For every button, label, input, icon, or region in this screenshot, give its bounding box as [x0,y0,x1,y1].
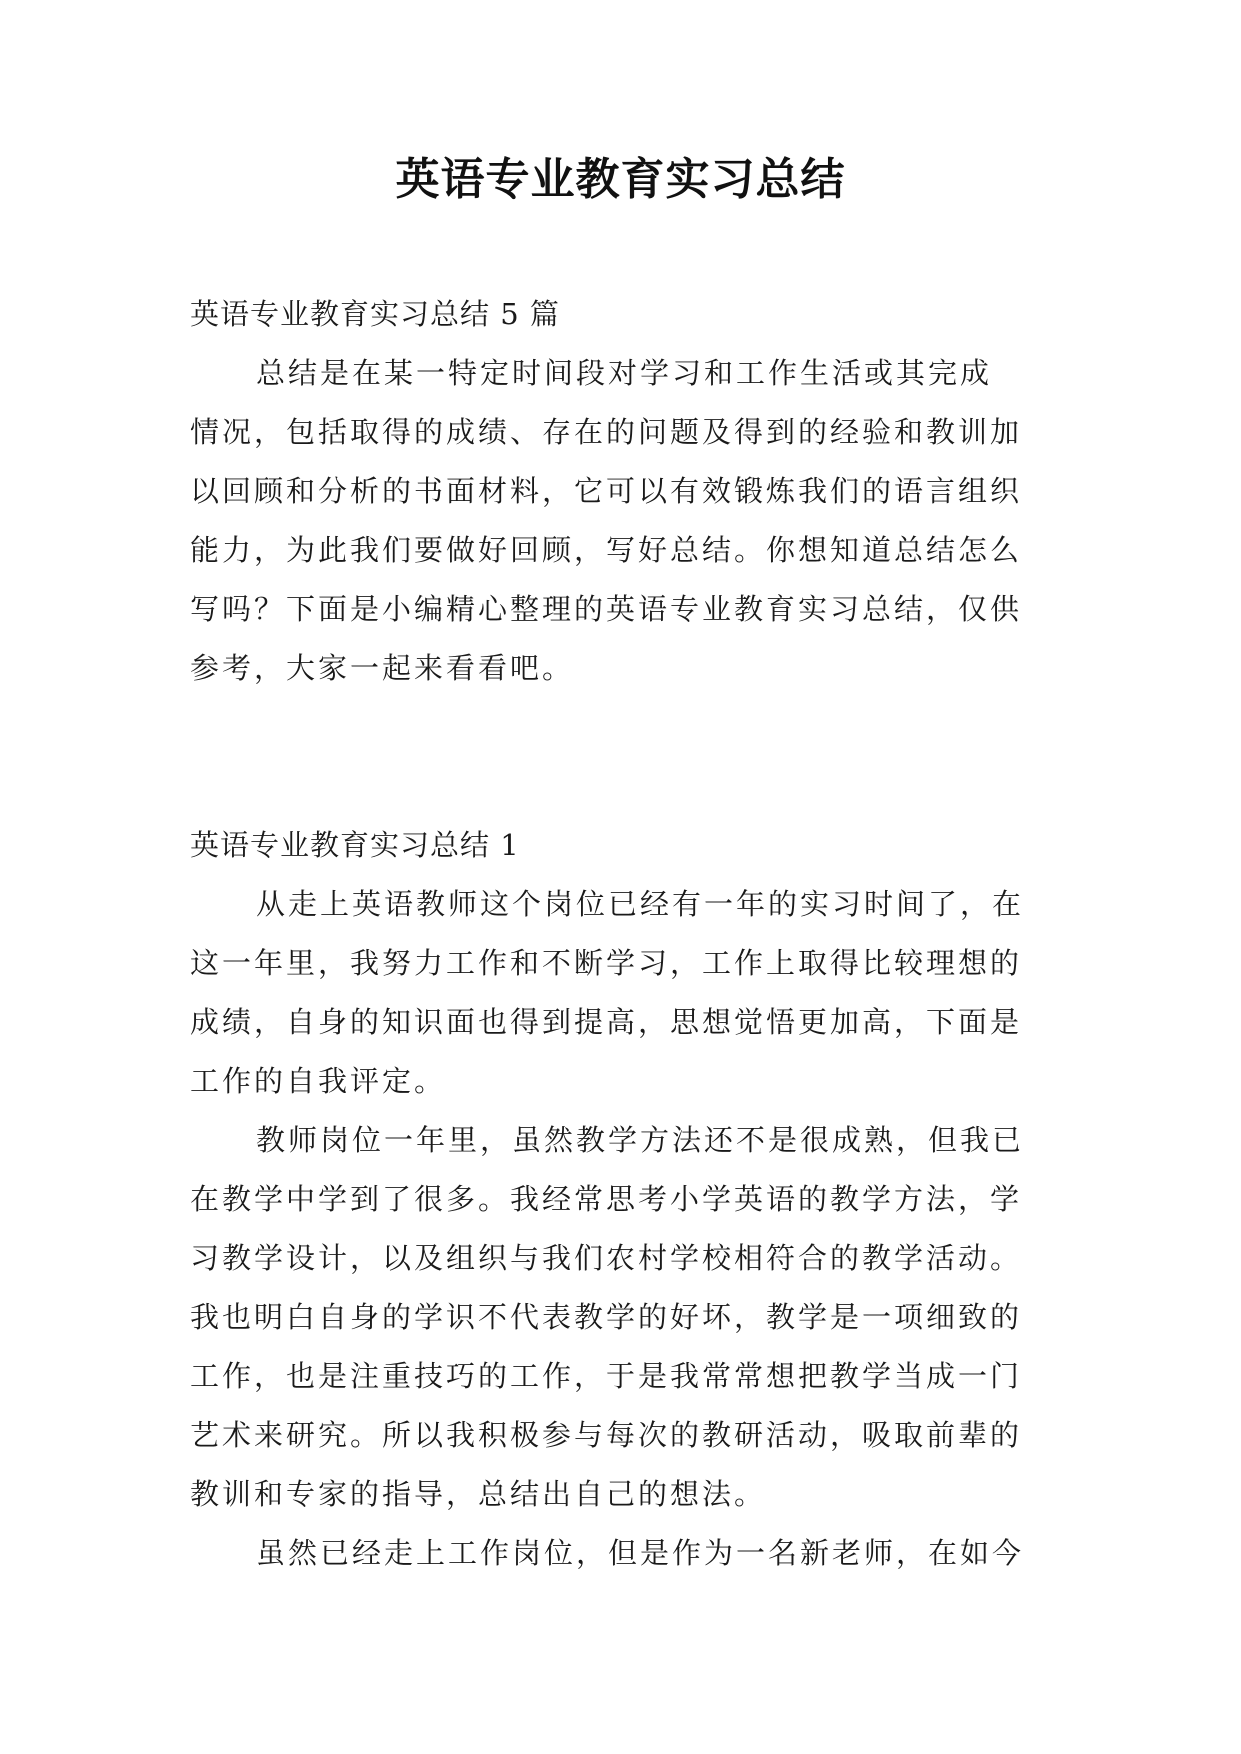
paragraph-line: 参考，大家一起来看看吧。 [190,651,575,685]
paragraph-line: 这一年里，我努力工作和不断学习，工作上取得比较理想的 [190,946,1023,980]
paragraph-line: 写吗？下面是小编精心整理的英语专业教育实习总结，仅供 [190,592,1023,626]
section-1-heading: 英语专业教育实习总结 1 [190,828,520,862]
paragraph-line: 我也明白自身的学识不代表教学的好坏，教学是一项细致的 [190,1300,1023,1334]
paragraph-line: 能力，为此我们要做好回顾，写好总结。你想知道总结怎么 [190,533,1023,567]
section-1-paragraph-3 [190,1524,1070,1583]
paragraph-line: 习教学设计，以及组织与我们农村学校相符合的教学活动。 [190,1241,1023,1275]
intro-paragraph [190,344,1070,698]
section-1-paragraph-2 [190,1111,1070,1524]
paragraph-line: 情况，包括取得的成绩、存在的问题及得到的经验和教训加 [190,415,1023,449]
paragraph-line: 在教学中学到了很多。我经常思考小学英语的教学方法，学 [190,1182,1023,1216]
paragraph-line: 总结是在某一特定时间段对学习和工作生活或其完成 [256,356,993,390]
paragraph-line: 从走上英语教师这个岗位已经有一年的实习时间了，在 [256,887,1025,921]
paragraph-line: 虽然已经走上工作岗位，但是作为一名新老师，在如今 [256,1536,1025,1570]
intro-heading: 英语专业教育实习总结 5 篇 [190,297,560,331]
paragraph-line: 教师岗位一年里，虽然教学方法还不是很成熟，但我已 [256,1123,1025,1157]
section-1-paragraph-1 [190,875,1070,1111]
document-title: 英语专业教育实习总结 [395,154,846,205]
paragraph-line: 以回顾和分析的书面材料，它可以有效锻炼我们的语言组织 [190,474,1023,508]
paragraph-line: 艺术来研究。所以我积极参与每次的教研活动，吸取前辈的 [190,1418,1023,1452]
document-body [190,285,1070,1583]
paragraph-line: 教训和专家的指导，总结出自己的想法。 [190,1477,767,1511]
section-spacer [190,698,1070,816]
paragraph-line: 成绩，自身的知识面也得到提高，思想觉悟更加高，下面是 [190,1005,1023,1039]
paragraph-line: 工作，也是注重技巧的工作，于是我常常想把教学当成一门 [190,1359,1023,1393]
paragraph-line: 工作的自我评定。 [190,1064,447,1098]
